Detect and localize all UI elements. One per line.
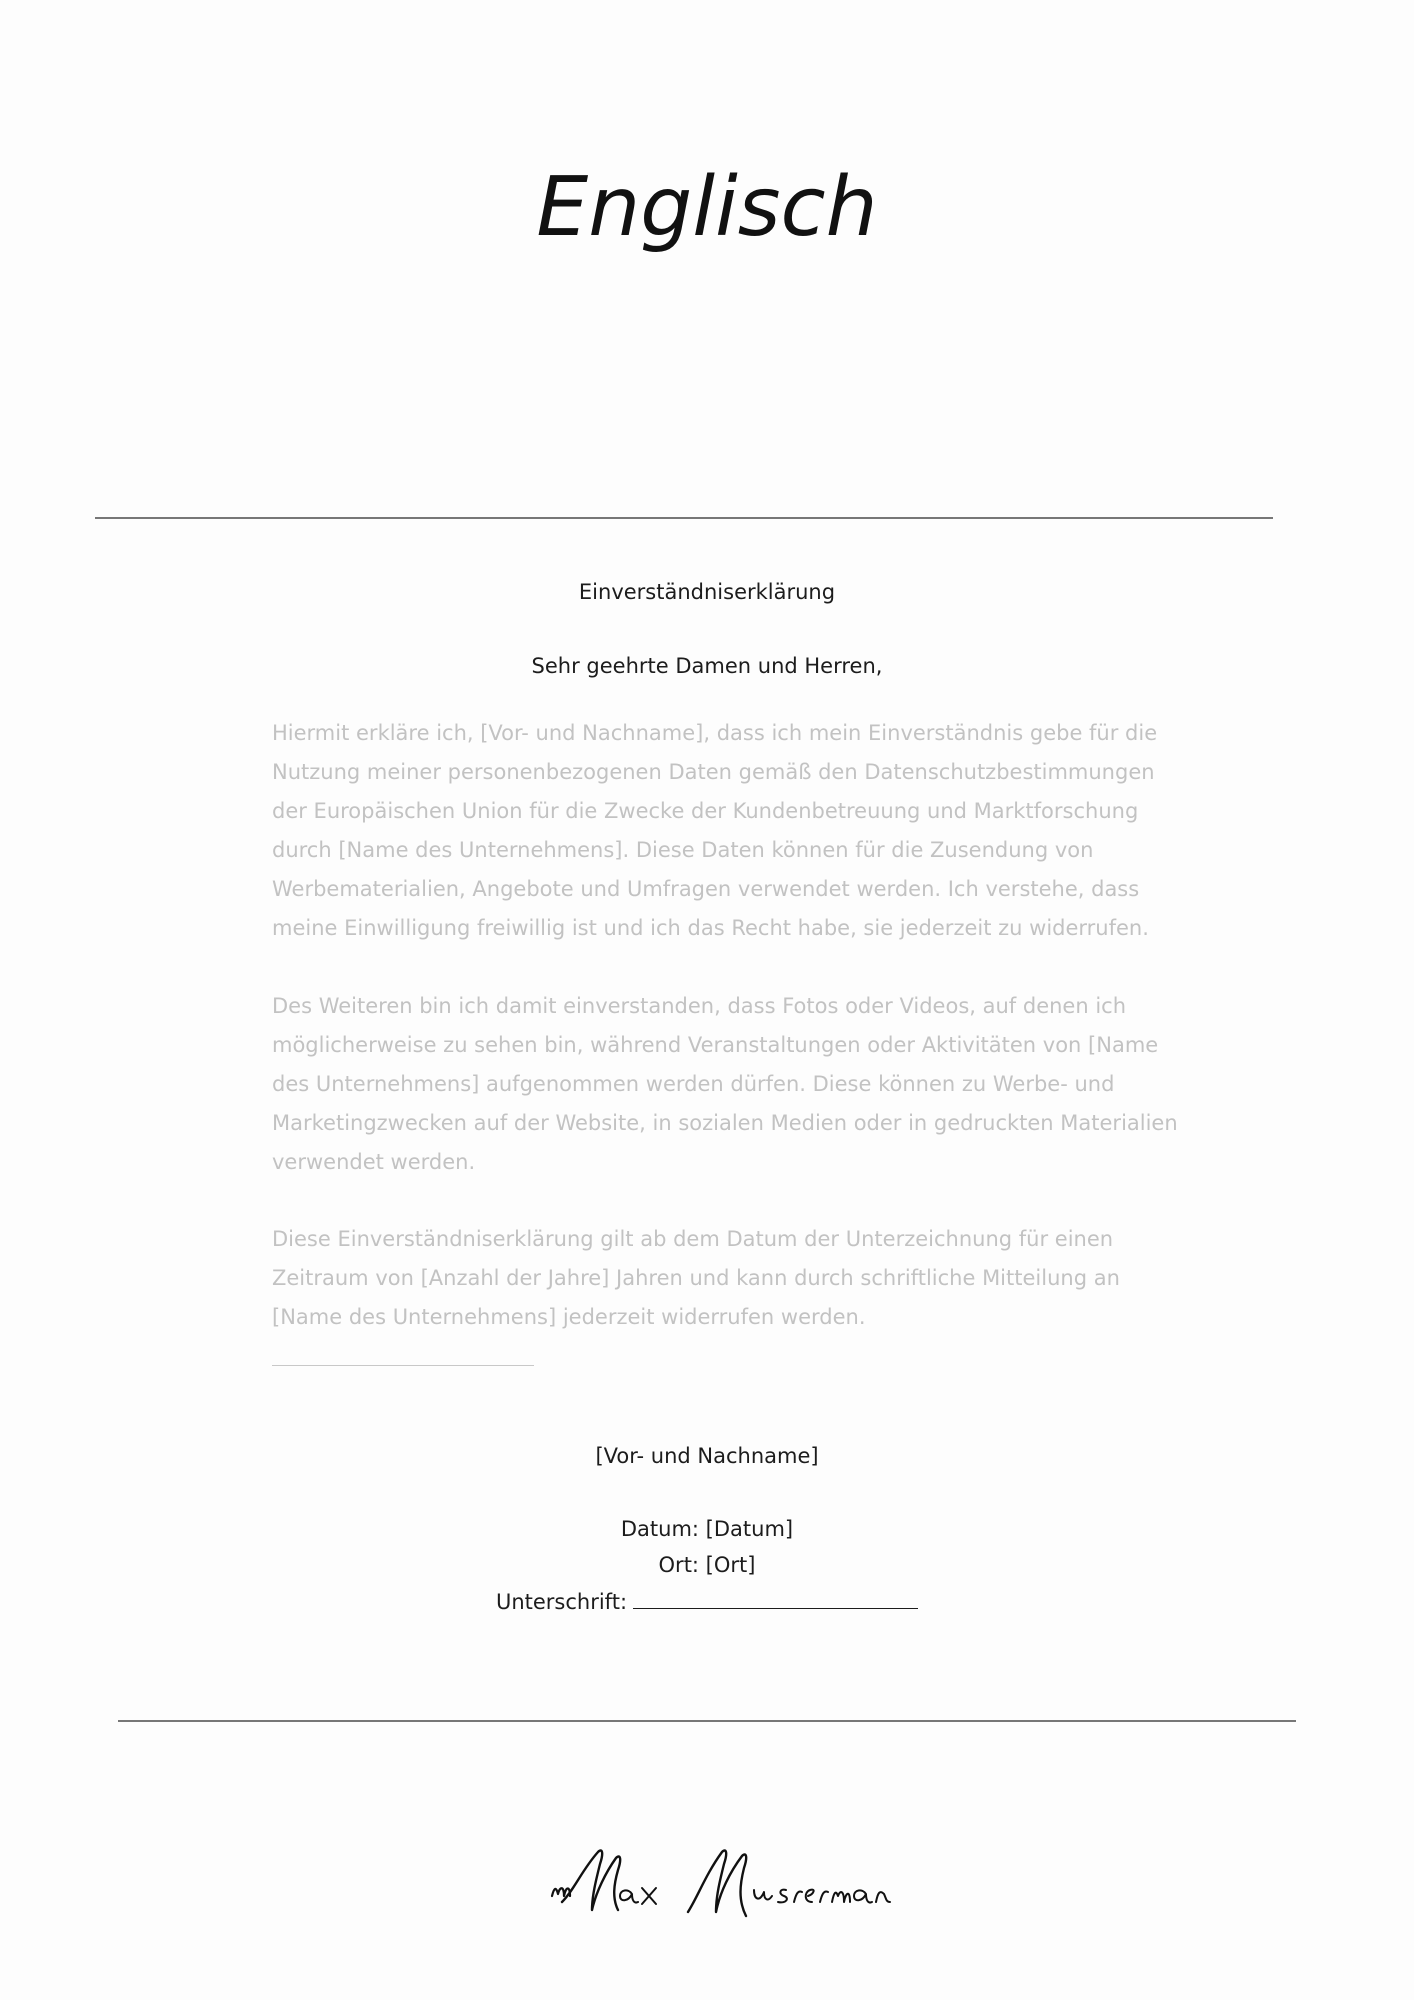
name-underline — [272, 1365, 534, 1366]
paragraph-validity: Diese Einverständniserklärung gilt ab dem Datum der Unterzeichnung für einen Zeitraum von [Anzahl der Jahre] Jahren und kann durch schriftliche Mitteilung an [Name des Unternehmens] jederzeit widerrufen werden. — [272, 1227, 1120, 1329]
date-line: Datum: [Datum] — [620, 1517, 794, 1541]
paragraph-consent-media: Des Weiteren bin ich damit einverstanden, dass Fotos oder Videos, auf denen ich möglicherweise zu sehen bin, während Veranstaltungen oder Aktivitäten von [Name des Unternehmens] aufgenommen werden dürfen. Diese können zu Werbe- und Marketingzwecken auf der Website, in sozialen Medien oder in gedruckten Materialien verwendet werden. — [272, 994, 1178, 1174]
signer-name: [Vor- und Nachname] — [595, 1444, 819, 1468]
signature-blank[interactable] — [633, 1589, 918, 1609]
bottom-divider — [118, 1720, 1296, 1722]
signature-line — [0, 1589, 1414, 1614]
salutation: Sehr geehrte Damen und Herren, — [531, 654, 883, 678]
handwritten-signature-logo — [540, 1830, 910, 1940]
place-line: Ort: [Ort] — [658, 1553, 756, 1577]
top-divider — [95, 517, 1273, 519]
document-title: Einverständniserklärung — [578, 580, 836, 604]
signature-label: Unterschrift: — [495, 1590, 628, 1614]
header-title: Englisch — [536, 160, 878, 255]
paragraph-consent-data: Hiermit erkläre ich, [Vor- und Nachname], dass ich mein Einverständnis gebe für die Nutzung meiner personenbezogenen Daten gemäß den Datenschutzbestimmungen der Europäischen Union für die Zwecke der Kundenbetreuung und Marktforschung durch [Name des Unternehmens]. Diese Daten können für die Zusendung von Werbematerialien, Angebote und Umfragen verwendet werden. Ich verstehe, dass meine Einwilligung freiwillig ist und ich das Recht habe, sie jederzeit zu widerrufen. — [272, 721, 1158, 940]
